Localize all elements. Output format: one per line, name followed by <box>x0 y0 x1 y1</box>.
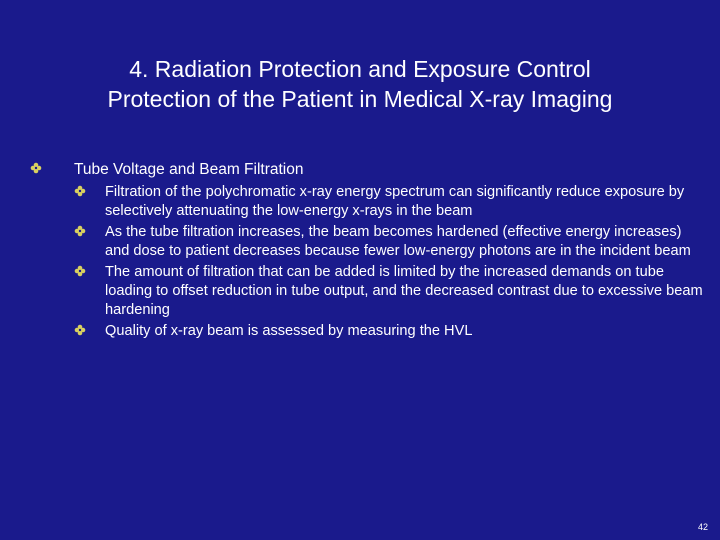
sub-bullet-list <box>74 183 703 341</box>
title-line-1: 4. Radiation Protection and Exposure Control <box>129 56 591 82</box>
clover-bullet-icon <box>74 265 86 277</box>
title-line-2: Protection of the Patient in Medical X-ray Imaging <box>107 86 613 112</box>
bullet-level-1 <box>30 160 703 341</box>
page-number: 42 <box>697 522 708 532</box>
bullet-text: Tube Voltage and Beam Filtration <box>74 161 304 178</box>
sub-bullet-text: Quality of x-ray beam is assessed by measuring the HVL <box>105 323 473 339</box>
clover-bullet-icon <box>74 225 86 237</box>
clover-bullet-icon <box>74 324 86 336</box>
slide-title <box>20 54 700 114</box>
sub-bullet-item <box>74 263 705 320</box>
sub-bullet-item <box>74 223 705 261</box>
clover-bullet-icon <box>30 162 42 174</box>
sub-bullet-item <box>74 183 705 221</box>
clover-bullet-icon <box>74 185 86 197</box>
slide-body <box>30 160 703 343</box>
sub-bullet-item <box>74 322 705 341</box>
sub-bullet-text: As the tube filtration increases, the beam becomes hardened (effective energy increases) and dose to patient decreases because fewer low-energy photons are in the incident beam <box>105 224 691 259</box>
sub-bullet-text: The amount of filtration that can be added is limited by the increased demands on tube loading to offset reduction in tube output, and the decreased contrast due to excessive beam hardening <box>105 264 703 318</box>
sub-bullet-text: Filtration of the polychromatic x-ray energy spectrum can significantly reduce exposure by selectively attenuating the low-energy x-rays in the beam <box>105 184 685 219</box>
